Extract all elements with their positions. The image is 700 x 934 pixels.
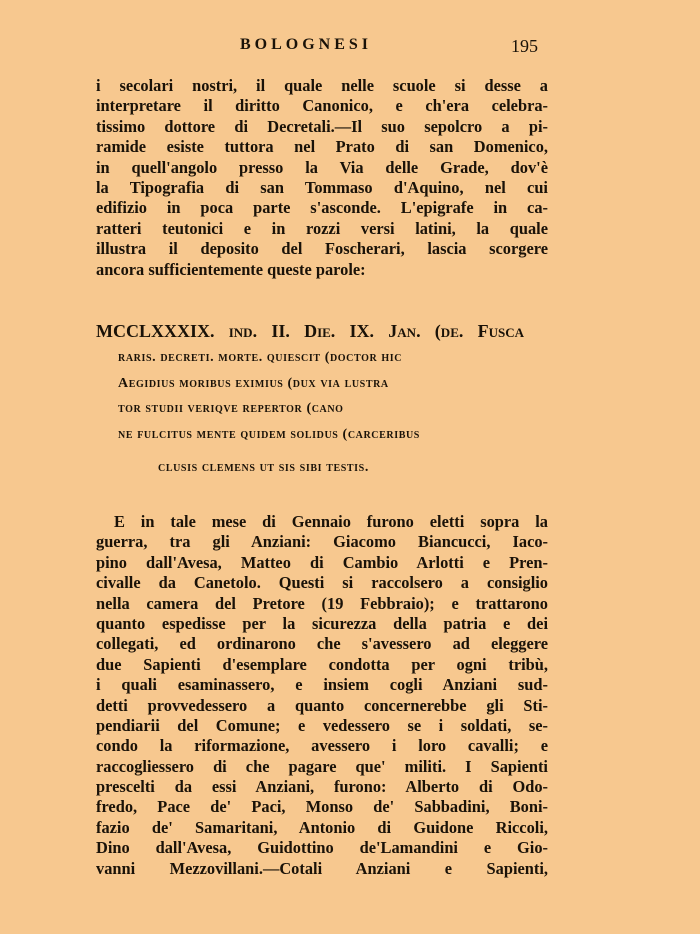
text-line: illustra il deposito del Foscherari, lascia scorgere — [96, 239, 548, 259]
text-line: ratteri teutonici e in rozzi versi latini, la quale — [96, 218, 548, 238]
text-line: civalle da Canetolo. Questi si raccolsero a consiglio — [96, 573, 548, 593]
text-line: pino dall'Avesa, Matteo di Cambio Arlotti e Pren- — [96, 552, 548, 572]
text-line: fazio de' Samaritani, Antonio di Guidone Riccoli, — [96, 817, 548, 837]
page-header — [96, 34, 546, 60]
text-line: in quell'angolo presso la Via delle Grade, dov'è — [96, 157, 548, 177]
text-line: prescelti da essi Anziani, furono: Alberto di Odo- — [96, 777, 548, 797]
text-line: E in tale mese di Gennaio furono eletti sopra la — [114, 512, 548, 531]
page-number: 195 — [511, 36, 538, 56]
text-line: vanni Mezzovillani.—Cotali Anziani e Sapienti, — [96, 858, 548, 878]
epigraph-line: tor studii veriqve repertor (cano — [118, 401, 344, 416]
epigraph-line: Aegidius moribus eximius (dux via lustra — [118, 375, 389, 391]
text-line: nella camera del Pretore (19 Febbraio); e trattarono — [96, 593, 548, 613]
text-line: condo la riformazione, avessero i loro cavalli; e — [96, 736, 548, 756]
paragraph-2 — [96, 512, 548, 879]
text-line: i secolari nostri, il quale nelle scuole si desse a — [96, 76, 548, 95]
text-line: detti provvedessero a quanto concernerebbe gli Sti- — [96, 695, 548, 715]
text-line: Dino dall'Avesa, Guidottino de'Lamandini e Gio- — [96, 838, 548, 858]
text-line: interpretare il diritto Canonico, e ch'era celebra- — [96, 96, 548, 116]
text-line: tissimo dottore di Decretali.—Il suo sepolcro a pi- — [96, 116, 548, 136]
text-line: raccogliessero di che pagare que' militi. I Sapienti — [96, 756, 548, 776]
paragraph-1 — [96, 76, 548, 280]
text-line: collegati, ed ordinarono che s'avessero ad eleggere — [96, 634, 548, 654]
running-head: BOLOGNESI — [240, 36, 373, 53]
epigraph-line: clusis clemens ut sis sibi testis. — [158, 460, 369, 475]
text-line: ancora sufficientemente queste parole: — [96, 259, 366, 279]
epigraph-line: ne fulcitus mente quidem solidus (carceribus — [118, 426, 420, 442]
text-line: la Tipografia di san Tommaso d'Aquino, nel cui — [96, 177, 548, 197]
text-line: guerra, tra gli Anziani: Giacomo Biancucci, Iaco- — [96, 532, 548, 552]
epigraph-inscription — [96, 318, 536, 481]
epigraph-line: MCCLXXXIX. ind. II. Die. IX. Jan. (de. Fusca — [96, 321, 524, 341]
text-line: quanto espedisse per la sicurezza della patria e dei — [96, 613, 548, 633]
text-line: i quali esaminassero, e insiem cogli Anziani sud- — [96, 675, 548, 695]
text-line: pendiarii del Comune; e vedessero se i soldati, se- — [96, 715, 548, 735]
text-line: due Sapienti d'esemplare condotta per ogni tribù, — [96, 654, 548, 674]
epigraph-line: raris. decreti. morte. quiescit (doctor hic — [118, 350, 403, 365]
text-line: ramide esiste tuttora nel Prato di san Domenico, — [96, 137, 548, 157]
text-line: fredo, Pace de' Paci, Monso de' Sabbadini, Boni- — [96, 797, 548, 817]
text-line: edifizio in poca parte s'asconde. L'epigrafe in ca- — [96, 198, 548, 218]
